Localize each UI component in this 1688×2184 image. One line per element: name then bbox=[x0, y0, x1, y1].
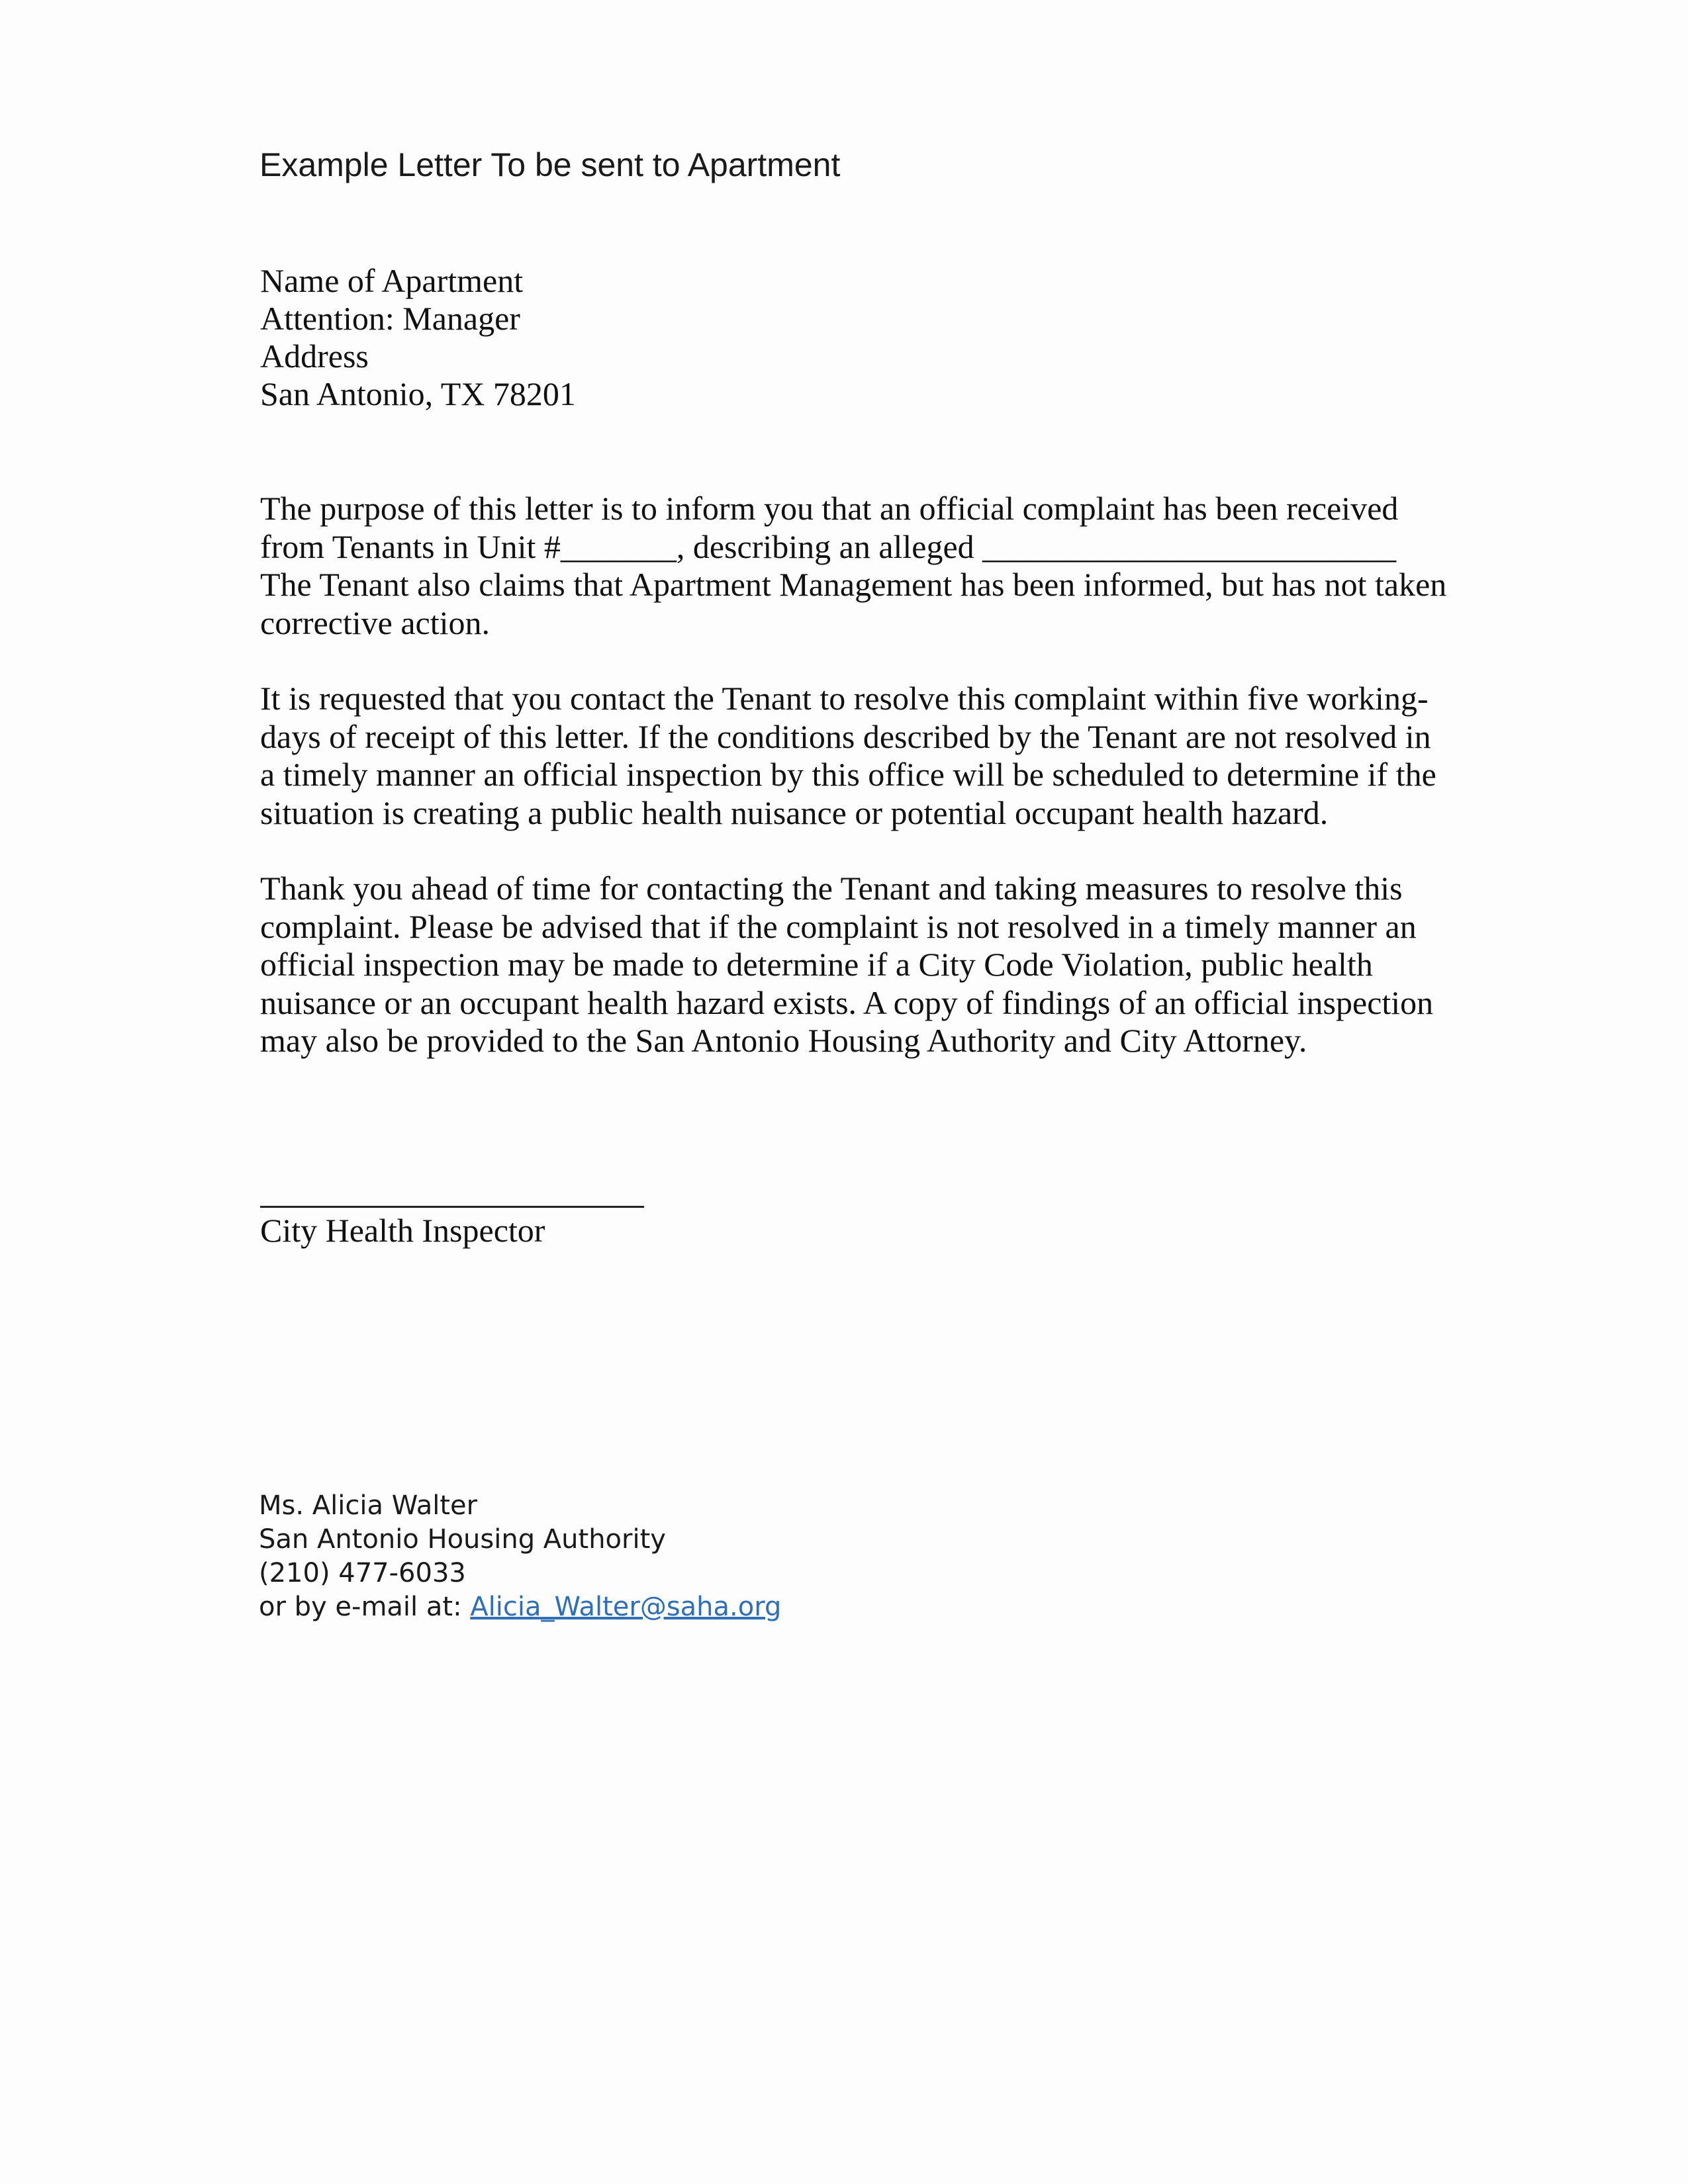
paragraph-line: situation is creating a public health nuisance or potential occupant health hazard. bbox=[260, 794, 1329, 831]
contact-phone: (210) 477-6033 bbox=[259, 1558, 466, 1588]
paragraph-complaint bbox=[260, 490, 1472, 642]
paragraph-line: It is requested that you contact the Tenant to resolve this complaint within five working- bbox=[260, 680, 1429, 717]
paragraph-line: corrective action. bbox=[260, 604, 491, 641]
paragraph-line: The purpose of this letter is to inform you that an official complaint has been received bbox=[260, 490, 1399, 527]
address-apartment-name: Name of Apartment bbox=[260, 262, 524, 299]
contact-email-prefix: or by e-mail at: bbox=[259, 1592, 462, 1622]
paragraph-line: from Tenants in Unit #_______, describing an alleged _________________________ bbox=[260, 527, 1397, 565]
signature-line bbox=[260, 1206, 644, 1208]
contact-organization: San Antonio Housing Authority bbox=[259, 1524, 666, 1555]
signature-title: City Health Inspector bbox=[260, 1212, 545, 1249]
paragraph-line: may also be provided to the San Antonio Housing Authority and City Attorney. bbox=[260, 1022, 1307, 1059]
contact-block bbox=[259, 1489, 781, 1624]
address-city: San Antonio, TX 78201 bbox=[260, 375, 576, 412]
paragraph-line: official inspection may be made to determine if a City Code Violation, public health bbox=[260, 946, 1373, 983]
address-street: Address bbox=[260, 338, 369, 375]
contact-email-line bbox=[259, 1590, 781, 1624]
contact-name: Ms. Alicia Walter bbox=[259, 1490, 478, 1521]
paragraph-line: complaint. Please be advised that if the complaint is not resolved in a timely manner an bbox=[260, 907, 1417, 945]
address-attention: Attention: Manager bbox=[260, 300, 520, 337]
paragraph-line: a timely manner an official inspection by this office will be scheduled to determine if the bbox=[260, 756, 1436, 793]
paragraph-line: days of receipt of this letter. If the conditions described by the Tenant are not resolved in bbox=[260, 717, 1431, 755]
paragraph-line: Thank you ahead of time for contacting the Tenant and taking measures to resolve this bbox=[260, 870, 1403, 907]
paragraph-line: nuisance or an occupant health hazard exists. A copy of findings of an official inspection bbox=[260, 983, 1434, 1021]
recipient-address bbox=[260, 262, 576, 413]
contact-email-link[interactable]: Alicia_Walter@saha.org bbox=[470, 1592, 782, 1622]
letter-heading: Example Letter To be sent to Apartment bbox=[259, 146, 841, 183]
paragraph-line: The Tenant also claims that Apartment Management has been informed, but has not taken bbox=[260, 566, 1447, 603]
paragraph-request bbox=[260, 680, 1472, 832]
paragraph-thanks bbox=[260, 870, 1472, 1060]
